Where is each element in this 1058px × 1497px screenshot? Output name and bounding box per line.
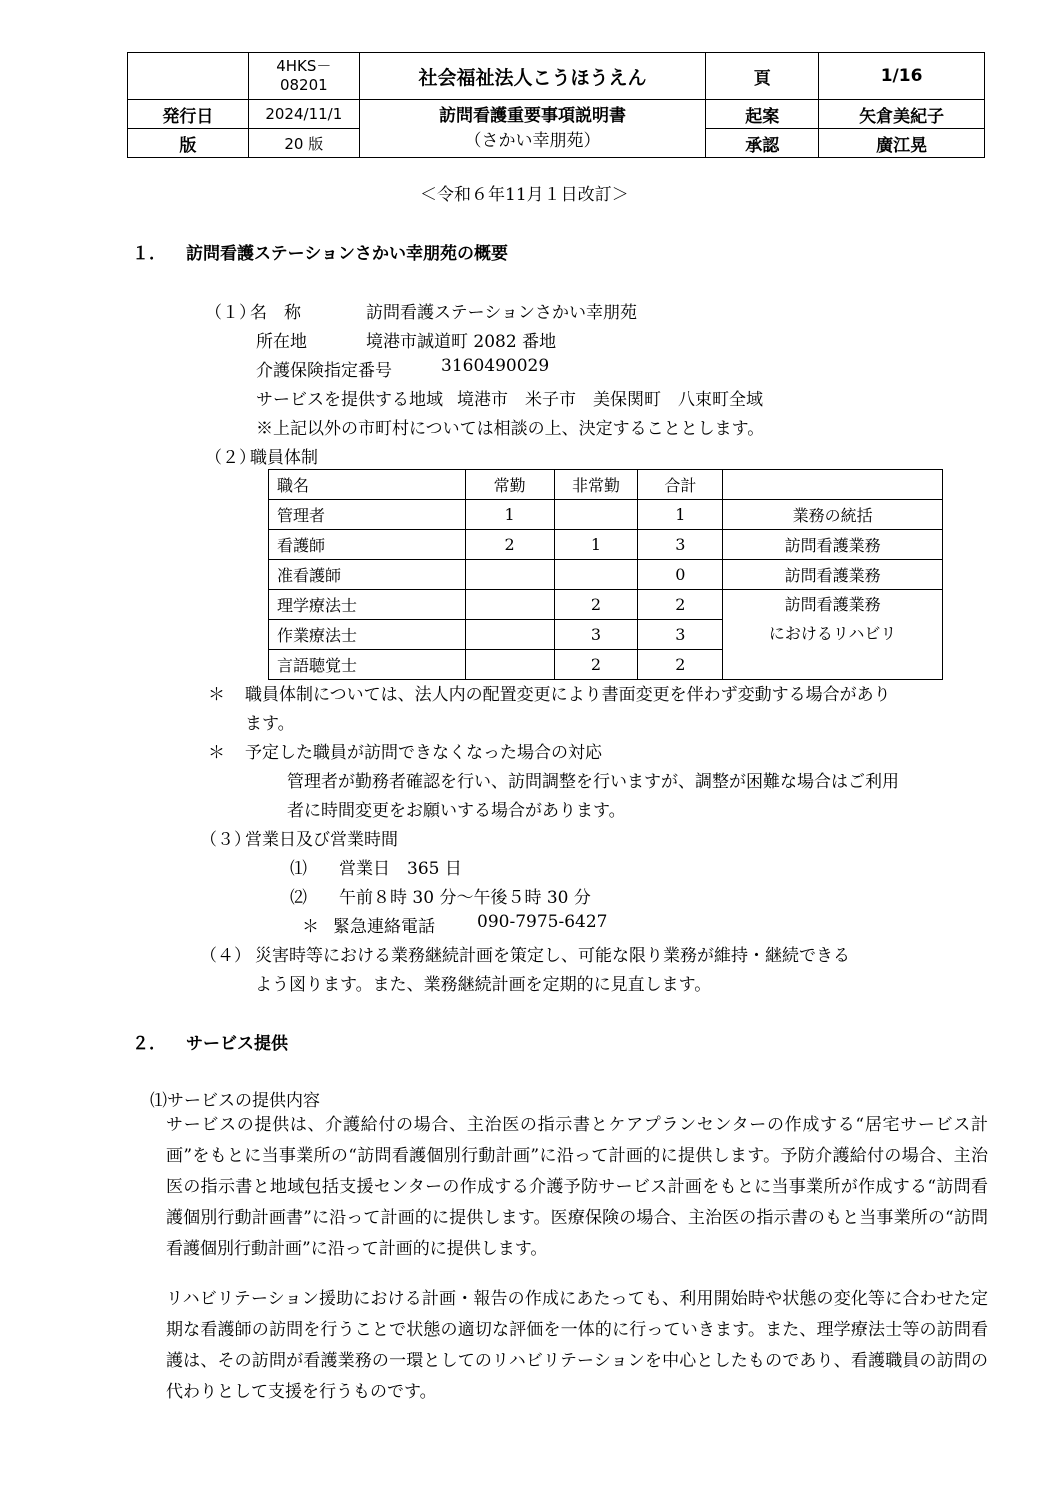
doc-code: 4HKS－ 08201 [248, 53, 359, 100]
document-title-line2: （さかい幸朋苑） [464, 130, 601, 151]
table-row [269, 500, 943, 530]
emergency-label: 緊急連絡電話 [333, 917, 435, 937]
item4-number: （４） [200, 946, 251, 966]
parttime-cell: 2 [554, 590, 638, 620]
insurance-number: 3160490029 [441, 356, 550, 376]
item4-line2: よう図ります。また、業務継続計画を定期的に見直します。 [255, 975, 712, 995]
role-cell: 准看護師 [269, 560, 466, 590]
parttime-cell: 2 [554, 650, 638, 680]
duty-cell: 訪問看護業務 [723, 560, 943, 590]
fulltime-cell [465, 590, 554, 620]
organization-name: 社会福祉法人こうほうえん [359, 53, 706, 100]
section1-number: １． [132, 244, 166, 264]
hours-title: 営業日及び営業時間 [245, 830, 398, 850]
issue-date-label: 発行日 [128, 100, 249, 129]
parttime-cell [554, 560, 638, 590]
header-table [127, 52, 985, 158]
station-name: 訪問看護ステーションさかい幸朋苑 [366, 303, 637, 323]
item4-line1: 災害時等における業務継続計画を策定し、可能な限り業務が維持・継続できる [255, 946, 850, 966]
service-content-title: ⑴サービスの提供内容 [150, 1091, 320, 1111]
item2-number: （２） [205, 448, 256, 468]
fulltime-cell [465, 560, 554, 590]
role-cell: 作業療法士 [269, 620, 466, 650]
service-paragraph-2: リハビリテーション援助における計画・報告の作成にあたっても、利用開始時や状態の変化等に合わせた定期な看護師の訪問を行うことで状態の適切な評価を一体的に行っていきます。また、理学療法士等の訪問看護は、その訪問が看護業務の一環としてのリハビリテーションを中心としたものであり、看護職員の訪問の代わりとして支援を行うものです。 [166, 1289, 988, 1402]
version-value: 20 版 [248, 129, 359, 158]
address: 境港市誠道町 2082 番地 [366, 332, 557, 352]
role-cell: 看護師 [269, 530, 466, 560]
emergency-mark: ＊ [302, 917, 319, 937]
service-area: 境港市 米子市 美保関町 八束町全域 [457, 390, 763, 410]
total-cell: 1 [638, 500, 723, 530]
parttime-cell [554, 500, 638, 530]
col-header-total: 合計 [638, 470, 723, 500]
note2-line2: 者に時間変更をお願いする場合があります。 [287, 801, 626, 821]
service-paragraph-1: サービスの提供は、介護給付の場合、主治医の指示書とケアプランセンターの作成する“居宅サービス計画”をもとに当事業所の“訪問看護個別行動計画”に沿って計画的に提供します。予防介護給付の場合、主治医の指示書と地域包括支援センターの作成する介護予防サービス計画をもとに当事業所が作成する“訪問看護個別行動計画書”に沿って計画的に提供します。医療保険の場合、主治医の指示書のもと当事業所の“訪問看護個別行動計画”に沿って計画的に提供します。 [166, 1115, 988, 1259]
duty-cell: 訪問看護業務 [723, 530, 943, 560]
staff-title: 職員体制 [250, 448, 318, 468]
item1-number: （１） [205, 303, 256, 323]
name-label: 名 称 [250, 303, 301, 323]
sub1-number: ⑴ [290, 859, 307, 879]
role-cell: 管理者 [269, 500, 466, 530]
section2-number: ２． [132, 1034, 166, 1054]
page-number: 1/16 [819, 53, 985, 100]
page-label: 頁 [706, 53, 819, 100]
emergency-phone: 090-7975-6427 [477, 912, 608, 932]
table-row [269, 590, 943, 620]
sub2-number: ⑵ [290, 888, 307, 908]
total-cell: 0 [638, 560, 723, 590]
total-cell: 3 [638, 620, 723, 650]
col-header-fulltime: 常勤 [465, 470, 554, 500]
insurance-label: 介護保険指定番号 [256, 361, 392, 381]
role-cell: 言語聴覚士 [269, 650, 466, 680]
drafter-label: 起案 [706, 100, 819, 129]
area-label: サービスを提供する地域 [256, 390, 443, 410]
header-blank [128, 53, 249, 100]
business-days: 営業日 365 日 [339, 859, 462, 879]
section2-title: サービス提供 [186, 1034, 288, 1054]
fulltime-cell: 1 [465, 500, 554, 530]
total-cell: 2 [638, 590, 723, 620]
table-row [269, 530, 943, 560]
parttime-cell: 3 [554, 620, 638, 650]
business-hours: 午前８時 30 分～午後５時 30 分 [339, 888, 591, 908]
staff-table [268, 469, 943, 680]
duty-cell-rehab: 訪問看護業務 におけるリハビリ [723, 590, 943, 680]
table-row [269, 560, 943, 590]
item3-number: （３） [200, 830, 251, 850]
total-cell: 2 [638, 650, 723, 680]
fulltime-cell [465, 650, 554, 680]
address-label: 所在地 [256, 332, 307, 352]
note2-title: 予定した職員が訪問できなくなった場合の対応 [245, 743, 602, 763]
duty-cell: 業務の統括 [723, 500, 943, 530]
col-header-role: 職名 [269, 470, 466, 500]
total-cell: 3 [638, 530, 723, 560]
role-cell: 理学療法士 [269, 590, 466, 620]
note2-line1: 管理者が勤務者確認を行い、訪問調整を行いますが、調整が困難な場合はご利用 [287, 772, 899, 792]
document-title-line1: 訪問看護重要事項説明書 [439, 105, 627, 126]
col-header-duty [723, 470, 943, 500]
fulltime-cell: 2 [465, 530, 554, 560]
version-label: 版 [128, 129, 249, 158]
col-header-parttime: 非常勤 [554, 470, 638, 500]
parttime-cell: 1 [554, 530, 638, 560]
approver-label: 承認 [706, 129, 819, 158]
fulltime-cell [465, 620, 554, 650]
drafter-name: 矢倉美紀子 [819, 100, 985, 129]
document-title [359, 100, 706, 158]
note1-line1: 職員体制については、法人内の配置変更により書面変更を伴わず変動する場合があり [245, 685, 891, 705]
section1-title: 訪問看護ステーションさかい幸朋苑の概要 [186, 244, 508, 264]
note2-mark: ＊ [208, 743, 225, 763]
note1-mark: ＊ [208, 685, 225, 705]
note1-line2: ます。 [245, 714, 295, 734]
approver-name: 廣江晃 [819, 129, 985, 158]
issue-date: 2024/11/1 [248, 100, 359, 129]
area-note: ※上記以外の市町村については相談の上、決定することとします。 [256, 419, 765, 439]
revision-date: ＜令和６年11月１日改訂＞ [420, 185, 629, 205]
